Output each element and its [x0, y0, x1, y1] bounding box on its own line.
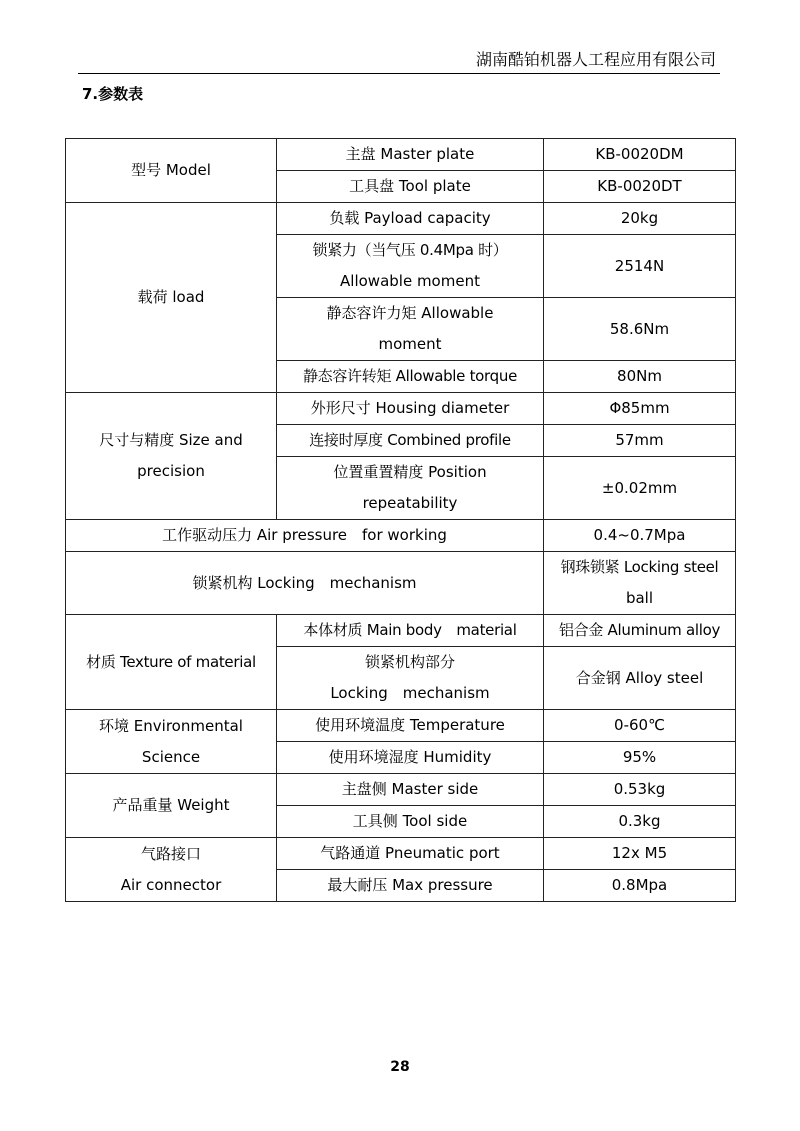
table-row [66, 552, 736, 615]
air-pressure-label: 工作驱动压力 Air pressure for working [66, 520, 544, 552]
static-moment-label [277, 298, 544, 361]
humidity-value: 95% [544, 742, 736, 774]
environment-label-line1: 环境 Environmental [99, 716, 243, 735]
max-pressure-label: 最大耐压 Max pressure [277, 870, 544, 902]
payload-value: 20kg [544, 203, 736, 235]
table-row [66, 710, 736, 742]
row-header-size [66, 393, 277, 520]
air-connector-label-line2: Air connector [120, 875, 222, 894]
master-side-label: 主盘侧 Master side [277, 774, 544, 806]
locking-part-label-line2: Locking mechanism [330, 684, 490, 702]
tool-side-label: 工具侧 Tool side [277, 806, 544, 838]
table-row [66, 393, 736, 425]
row-header-material: 材质 Texture of material [66, 615, 277, 710]
table-row [66, 203, 736, 235]
air-connector-label-line1: 气路接口 [140, 844, 201, 863]
repeatability-label [277, 457, 544, 520]
repeatability-label-line1: 位置重置精度 Position [333, 463, 487, 481]
parameter-table [65, 138, 736, 902]
table-row [66, 615, 736, 647]
static-torque-value: 80Nm [544, 361, 736, 393]
static-moment-label-line1: 静态容许力矩 Allowable [326, 304, 494, 322]
static-moment-value: 58.6Nm [544, 298, 736, 361]
repeatability-value: ±0.02mm [544, 457, 736, 520]
row-header-weight: 产品重量 Weight [66, 774, 277, 838]
table-row [66, 774, 736, 806]
combined-profile-label: 连接时厚度 Combined profile [277, 425, 544, 457]
table-row [66, 520, 736, 552]
table-row [66, 838, 736, 870]
locking-part-value: 合金钢 Alloy steel [544, 647, 736, 710]
housing-diameter-value: Φ85mm [544, 393, 736, 425]
temperature-label: 使用环境温度 Temperature [277, 710, 544, 742]
combined-profile-value: 57mm [544, 425, 736, 457]
table-row [66, 139, 736, 171]
body-material-value: 铝合金 Aluminum alloy [544, 615, 736, 647]
humidity-label: 使用环境湿度 Humidity [277, 742, 544, 774]
clamping-force-value: 2514N [544, 235, 736, 298]
locking-part-label-line1: 锁紧机构部分 [364, 653, 455, 671]
repeatability-label-line2: repeatability [362, 494, 458, 512]
air-pressure-value: 0.4~0.7Mpa [544, 520, 736, 552]
master-plate-label: 主盘 Master plate [277, 139, 544, 171]
tool-plate-value: KB-0020DT [544, 171, 736, 203]
locking-value-line2: ball [625, 589, 654, 607]
row-header-load: 载荷 load [66, 203, 277, 393]
size-label-line1: 尺寸与精度 Size and [99, 431, 243, 449]
static-moment-label-line2: moment [378, 335, 442, 353]
clamping-force-label-line1: 锁紧力（当气压 0.4Mpa 时） [312, 241, 508, 259]
pneumatic-port-label: 气路通道 Pneumatic port [277, 838, 544, 870]
row-header-environment [66, 710, 277, 774]
clamping-force-label-line2: Allowable moment [340, 272, 480, 290]
clamping-force-label [277, 235, 544, 298]
payload-label: 负载 Payload capacity [277, 203, 544, 235]
locking-mechanism-label: 锁紧机构 Locking mechanism [66, 552, 544, 615]
header-divider [78, 73, 720, 74]
static-torque-label: 静态容许转矩 Allowable torque [277, 361, 544, 393]
environment-label-line2: Science [141, 747, 201, 766]
locking-value-line1: 钢珠锁紧 Locking steel [560, 558, 719, 576]
pneumatic-port-value: 12x M5 [544, 838, 736, 870]
master-side-value: 0.53kg [544, 774, 736, 806]
section-title: 7.参数表 [82, 85, 144, 103]
company-name: 湖南酷铂机器人工程应用有限公司 [475, 50, 716, 69]
temperature-value: 0-60℃ [544, 710, 736, 742]
max-pressure-value: 0.8Mpa [544, 870, 736, 902]
row-header-air-connector [66, 838, 277, 902]
body-material-label: 本体材质 Main body material [277, 615, 544, 647]
locking-mechanism-value [544, 552, 736, 615]
page-number: 28 [390, 1059, 410, 1075]
tool-side-value: 0.3kg [544, 806, 736, 838]
row-header-model: 型号 Model [66, 139, 277, 203]
housing-diameter-label: 外形尺寸 Housing diameter [277, 393, 544, 425]
tool-plate-label: 工具盘 Tool plate [277, 171, 544, 203]
master-plate-value: KB-0020DM [544, 139, 736, 171]
locking-part-label [277, 647, 544, 710]
size-label-line2: precision [137, 462, 205, 480]
